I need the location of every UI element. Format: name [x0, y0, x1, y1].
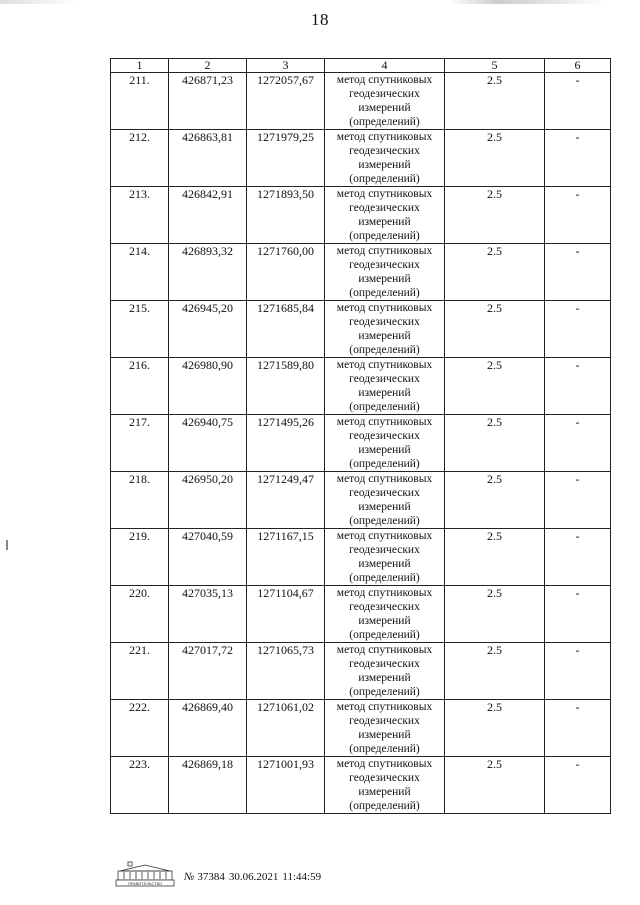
table-row: [111, 358, 611, 415]
method-line: геодезических: [349, 772, 420, 784]
determination-method: [325, 472, 445, 529]
determination-method: [325, 358, 445, 415]
point-number: 218.: [111, 472, 169, 529]
coordinate-x: 426945,20: [169, 301, 247, 358]
registration-footer: [110, 855, 370, 895]
coordinate-y: 1271589,80: [247, 358, 325, 415]
method-line: метод спутниковых: [336, 644, 433, 656]
column-6-value: -: [545, 358, 611, 415]
table-header-row: [111, 59, 611, 73]
coordinate-y: 1271893,50: [247, 187, 325, 244]
determination-method: [325, 643, 445, 700]
method-line: метод спутниковых: [336, 131, 433, 143]
method-line: (определений): [349, 572, 420, 584]
method-line: метод спутниковых: [336, 188, 433, 200]
accuracy-value: 2.5: [445, 358, 545, 415]
point-number: 217.: [111, 415, 169, 472]
registration-date: 30.06.2021: [228, 871, 279, 883]
point-number: 222.: [111, 700, 169, 757]
header-col-1: 1: [111, 59, 169, 73]
column-6-value: -: [545, 643, 611, 700]
table-row: [111, 244, 611, 301]
emblem-caption: ПРАВИТЕЛЬСТВО: [127, 881, 163, 886]
method-line: измерений: [358, 216, 411, 228]
coordinate-x: 427035,13: [169, 586, 247, 643]
method-line: измерений: [358, 615, 411, 627]
method-line: измерений: [358, 387, 411, 399]
table-row: [111, 187, 611, 244]
method-line: (определений): [349, 800, 420, 812]
method-line: измерений: [358, 729, 411, 741]
determination-method: [325, 757, 445, 814]
accuracy-value: 2.5: [445, 529, 545, 586]
accuracy-value: 2.5: [445, 130, 545, 187]
determination-method: [325, 415, 445, 472]
coordinate-x: 426893,32: [169, 244, 247, 301]
method-line: метод спутниковых: [336, 359, 433, 371]
method-line: геодезических: [349, 487, 420, 499]
method-line: геодезических: [349, 601, 420, 613]
coordinate-x: 426871,23: [169, 73, 247, 130]
accuracy-value: 2.5: [445, 301, 545, 358]
column-6-value: -: [545, 187, 611, 244]
coordinate-y: 1271167,15: [247, 529, 325, 586]
coordinate-y: 1271249,47: [247, 472, 325, 529]
coordinate-x: 427040,59: [169, 529, 247, 586]
table-row: [111, 472, 611, 529]
column-6-value: -: [545, 73, 611, 130]
column-6-value: -: [545, 700, 611, 757]
method-line: метод спутниковых: [336, 302, 433, 314]
table-row: [111, 529, 611, 586]
point-number: 223.: [111, 757, 169, 814]
accuracy-value: 2.5: [445, 643, 545, 700]
method-line: (определений): [349, 230, 420, 242]
method-line: (определений): [349, 116, 420, 128]
coordinate-x: 427017,72: [169, 643, 247, 700]
coordinate-y: 1271104,67: [247, 586, 325, 643]
column-6-value: -: [545, 415, 611, 472]
method-line: (определений): [349, 401, 420, 413]
point-number: 213.: [111, 187, 169, 244]
method-line: (определений): [349, 173, 420, 185]
method-line: измерений: [358, 672, 411, 684]
point-number: 211.: [111, 73, 169, 130]
method-line: геодезических: [349, 430, 420, 442]
point-number: 216.: [111, 358, 169, 415]
column-6-value: -: [545, 586, 611, 643]
method-line: (определений): [349, 344, 420, 356]
coordinate-x: 426869,18: [169, 757, 247, 814]
method-line: (определений): [349, 287, 420, 299]
method-line: геодезических: [349, 259, 420, 271]
coordinate-y: 1272057,67: [247, 73, 325, 130]
determination-method: [325, 586, 445, 643]
determination-method: [325, 244, 445, 301]
accuracy-value: 2.5: [445, 586, 545, 643]
coordinate-y: 1271685,84: [247, 301, 325, 358]
header-col-6: 6: [545, 59, 611, 73]
method-line: метод спутниковых: [336, 530, 433, 542]
coordinate-y: 1271979,25: [247, 130, 325, 187]
table-row: [111, 301, 611, 358]
scan-edge-artifact: [0, 0, 640, 4]
coordinate-x: 426842,91: [169, 187, 247, 244]
point-number: 220.: [111, 586, 169, 643]
header-col-2: 2: [169, 59, 247, 73]
coordinates-table: [110, 58, 611, 814]
method-line: геодезических: [349, 373, 420, 385]
table-row: [111, 73, 611, 130]
column-6-value: -: [545, 529, 611, 586]
registration-stamp: [184, 871, 325, 883]
accuracy-value: 2.5: [445, 244, 545, 301]
accuracy-value: 2.5: [445, 757, 545, 814]
method-line: геодезических: [349, 658, 420, 670]
method-line: геодезических: [349, 544, 420, 556]
determination-method: [325, 73, 445, 130]
point-number: 215.: [111, 301, 169, 358]
accuracy-value: 2.5: [445, 700, 545, 757]
registration-time: 11:44:59: [282, 871, 322, 883]
header-col-4: 4: [325, 59, 445, 73]
table-row: [111, 415, 611, 472]
government-building-emblem-icon: [114, 861, 176, 887]
determination-method: [325, 130, 445, 187]
method-line: метод спутниковых: [336, 245, 433, 257]
method-line: метод спутниковых: [336, 473, 433, 485]
table-row: [111, 757, 611, 814]
column-6-value: -: [545, 472, 611, 529]
method-line: измерений: [358, 102, 411, 114]
margin-mark: [6, 540, 8, 550]
method-line: (определений): [349, 515, 420, 527]
column-6-value: -: [545, 757, 611, 814]
point-number: 214.: [111, 244, 169, 301]
table-row: [111, 700, 611, 757]
column-6-value: -: [545, 301, 611, 358]
point-number: 221.: [111, 643, 169, 700]
coordinate-y: 1271061,02: [247, 700, 325, 757]
coordinate-x: 426869,40: [169, 700, 247, 757]
method-line: измерений: [358, 501, 411, 513]
determination-method: [325, 187, 445, 244]
coordinate-x: 426940,75: [169, 415, 247, 472]
table-body: [111, 73, 611, 814]
method-line: геодезических: [349, 715, 420, 727]
determination-method: [325, 301, 445, 358]
method-line: метод спутниковых: [336, 416, 433, 428]
accuracy-value: 2.5: [445, 415, 545, 472]
column-6-value: -: [545, 244, 611, 301]
point-number: 212.: [111, 130, 169, 187]
coordinate-y: 1271001,93: [247, 757, 325, 814]
registration-number: 37384: [197, 871, 225, 883]
method-line: геодезических: [349, 88, 420, 100]
table-row: [111, 130, 611, 187]
method-line: (определений): [349, 629, 420, 641]
page-number: 18: [311, 10, 329, 29]
method-line: геодезических: [349, 145, 420, 157]
method-line: (определений): [349, 686, 420, 698]
coordinate-y: 1271760,00: [247, 244, 325, 301]
table-row: [111, 586, 611, 643]
determination-method: [325, 700, 445, 757]
point-number: 219.: [111, 529, 169, 586]
method-line: метод спутниковых: [336, 758, 433, 770]
accuracy-value: 2.5: [445, 187, 545, 244]
column-6-value: -: [545, 130, 611, 187]
method-line: метод спутниковых: [336, 587, 433, 599]
coordinate-y: 1271495,26: [247, 415, 325, 472]
header-col-3: 3: [247, 59, 325, 73]
method-line: метод спутниковых: [336, 701, 433, 713]
coordinate-x: 426863,81: [169, 130, 247, 187]
accuracy-value: 2.5: [445, 73, 545, 130]
number-sign: №: [184, 871, 195, 883]
coordinate-x: 426980,90: [169, 358, 247, 415]
method-line: геодезических: [349, 202, 420, 214]
method-line: измерений: [358, 558, 411, 570]
coordinate-x: 426950,20: [169, 472, 247, 529]
method-line: измерений: [358, 273, 411, 285]
determination-method: [325, 529, 445, 586]
table-row: [111, 643, 611, 700]
method-line: (определений): [349, 458, 420, 470]
accuracy-value: 2.5: [445, 472, 545, 529]
method-line: измерений: [358, 330, 411, 342]
header-col-5: 5: [445, 59, 545, 73]
method-line: измерений: [358, 786, 411, 798]
method-line: метод спутниковых: [336, 74, 433, 86]
method-line: геодезических: [349, 316, 420, 328]
method-line: измерений: [358, 444, 411, 456]
coordinate-y: 1271065,73: [247, 643, 325, 700]
method-line: измерений: [358, 159, 411, 171]
method-line: (определений): [349, 743, 420, 755]
